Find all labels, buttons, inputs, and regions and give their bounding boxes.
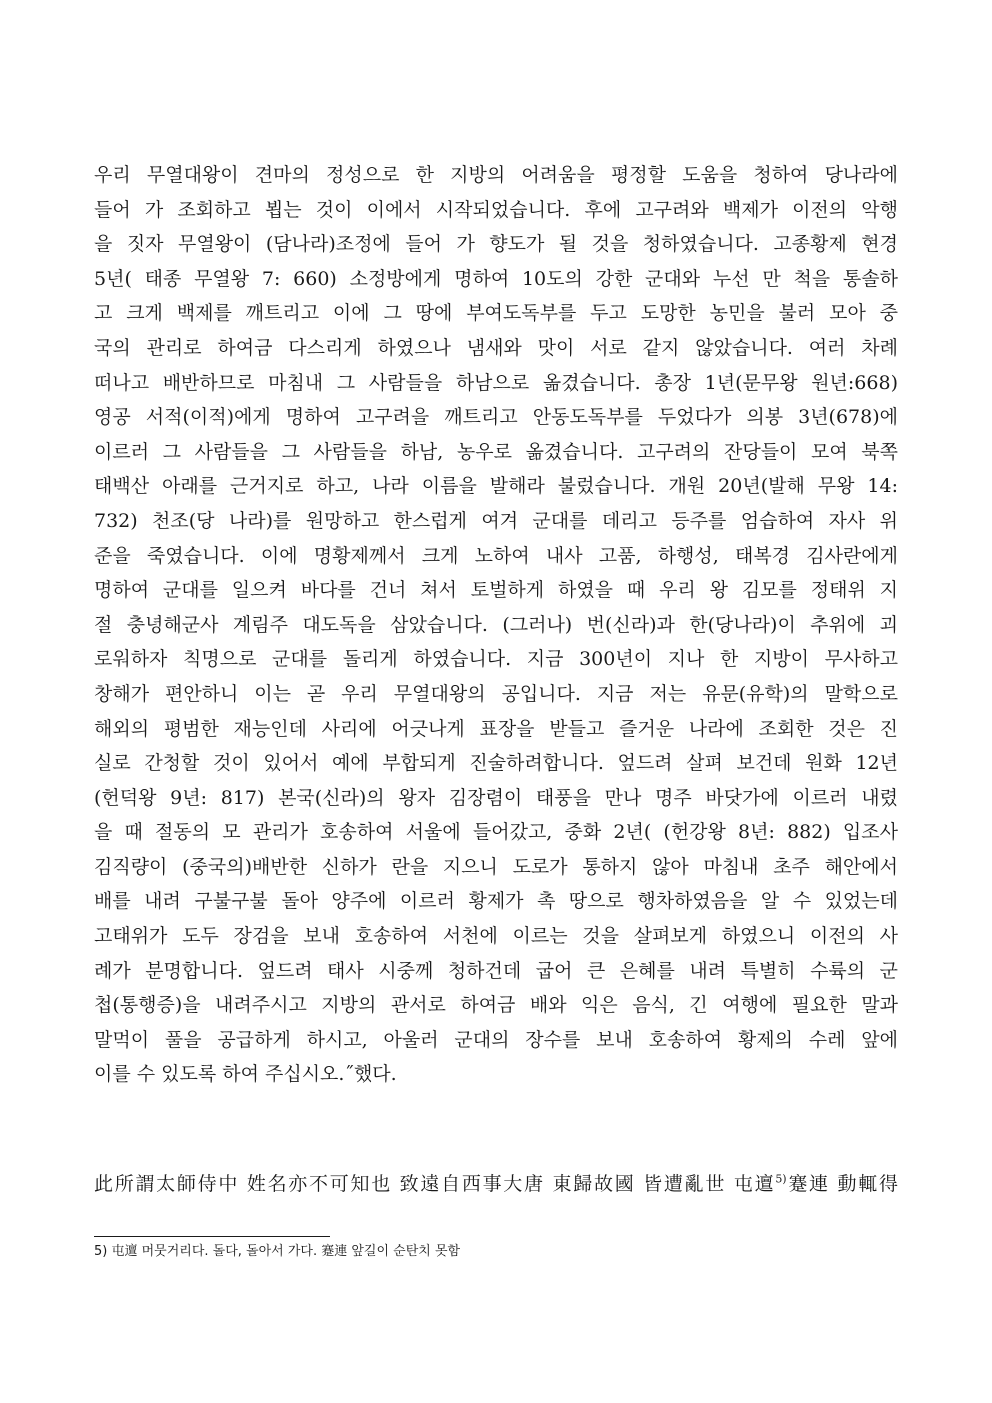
footnote-reference[interactable]: 5) [775, 1172, 787, 1186]
body-line: 을 때 절동의 모 관리가 호송하여 서울에 들어갔고, 중화 2년( (헌강왕 8년: 882) 입조사 [94, 821, 898, 844]
body-line: 영공 서적(이적)에게 명하여 고구려을 깨트리고 안동도독부를 두었다가 의봉 3년(678)에 [94, 406, 898, 429]
body-line: 고 크게 백제를 깨트리고 이에 그 땅에 부여도독부를 두고 도망한 농민을 불러 모아 중 [94, 302, 898, 325]
translation-body [94, 158, 898, 1092]
body-line: 명하여 군대를 일으켜 바다를 건너 쳐서 토벌하게 하였을 때 우리 왕 김모를 정태위 지 [94, 579, 898, 602]
body-line: 들어 가 조회하고 뵙는 것이 이에서 시작되었습니다. 후에 고구려와 백제가 이전의 악행 [94, 198, 898, 221]
body-line: 절 충녕해군사 계림주 대도독을 삼았습니다. (그러나) 번(신라)과 한(당나라)이 추위에 괴 [94, 613, 898, 636]
body-line-last: 이를 수 있도록 하여 주십시오.˝했다. [94, 1063, 397, 1086]
body-line: 례가 분명합니다. 엎드려 태사 시중께 청하건데 굽어 큰 은혜를 내려 특별히 수륙의 군 [94, 959, 898, 982]
body-line: 준을 죽였습니다. 이에 명황제께서 크게 노하여 내사 고품, 하행성, 태복경 김사란에게 [94, 544, 898, 567]
body-line: 창해가 편안하니 이는 곧 우리 무열대왕의 공입니다. 지금 저는 유문(유학)의 말학으로 [94, 682, 898, 705]
body-line: (헌덕왕 9년: 817) 본국(신라)의 왕자 김장렴이 태풍을 만나 명주 바닷가에 이르러 내렸 [94, 786, 898, 809]
classical-text-before: 此所謂太師侍中 姓名亦不可知也 致遠自西事大唐 東歸故國 皆遭亂世 屯邅 [94, 1173, 776, 1195]
classical-text-after: 蹇連 動輒得 [786, 1173, 898, 1195]
body-line: 고태위가 도두 장검을 보내 호송하여 서천에 이르는 것을 살펴보게 하였으니 이전의 사 [94, 925, 898, 948]
body-line: 732) 천조(당 나라)를 원망하고 한스럽게 여겨 군대를 데리고 등주를 엄습하여 자사 위 [94, 509, 898, 532]
body-line: 떠나고 배반하므로 마침내 그 사람들을 하남으로 옮겼습니다. 총장 1년(문무왕 원년:668) [94, 371, 898, 394]
body-line: 국의 관리로 하여금 다스리게 하였으나 냄새와 맛이 서로 같지 않았습니다. 여러 차례 [94, 336, 898, 359]
body-line: 김직량이 (중국의)배반한 신하가 란을 지으니 도로가 통하지 않아 마침내 초주 해안에서 [94, 855, 898, 878]
body-line: 우리 무열대왕이 견마의 정성으로 한 지방의 어려움을 평정할 도움을 청하여 당나라에 [94, 164, 898, 186]
body-line: 이르러 그 사람들을 그 사람들을 하남, 농우로 옮겼습니다. 고구려의 잔당들이 모여 북쪽 [94, 440, 898, 463]
classical-chinese-line [94, 1167, 898, 1201]
body-line: 말먹이 풀을 공급하게 하시고, 아울러 군대의 장수를 보내 호송하여 황제의 수레 앞에 [94, 1028, 898, 1051]
body-line: 로워하자 칙명으로 군대를 돌리게 하였습니다. 지금 300년이 지나 한 지방이 무사하고 [94, 648, 898, 671]
body-line: 태백산 아래를 근거지로 하고, 나라 이름을 발해라 불렀습니다. 개원 20년(발해 무왕 14: [94, 475, 898, 498]
body-line: 첩(통행증)을 내려주시고 지방의 관서로 하여금 배와 익은 음식, 긴 여행에 필요한 말과 [94, 994, 898, 1017]
footnote-5: 5) 屯邅 머뭇거리다. 돌다, 돌아서 가다. 蹇連 앞길이 순탄치 못함 [94, 1244, 461, 1259]
body-line: 해외의 평범한 재능인데 사리에 어긋나게 표장을 받들고 즐거운 나라에 조회한 것은 진 [94, 717, 898, 740]
body-line: 을 짓자 무열왕이 (담나라)조정에 들어 가 향도가 될 것을 청하였습니다. 고종황제 현경 [94, 233, 898, 256]
body-line: 실로 간청할 것이 있어서 예에 부합되게 진술하려합니다. 엎드려 살펴 보건데 원화 12년 [94, 752, 898, 775]
body-line: 5년( 태종 무열왕 7: 660) 소정방에게 명하여 10도의 강한 군대와 누선 만 척을 통솔하 [94, 267, 898, 290]
footnote-divider [94, 1236, 330, 1237]
body-line: 배를 내려 구불구불 돌아 양주에 이르러 황제가 촉 땅으로 행차하였음을 알 수 있었는데 [94, 890, 898, 913]
